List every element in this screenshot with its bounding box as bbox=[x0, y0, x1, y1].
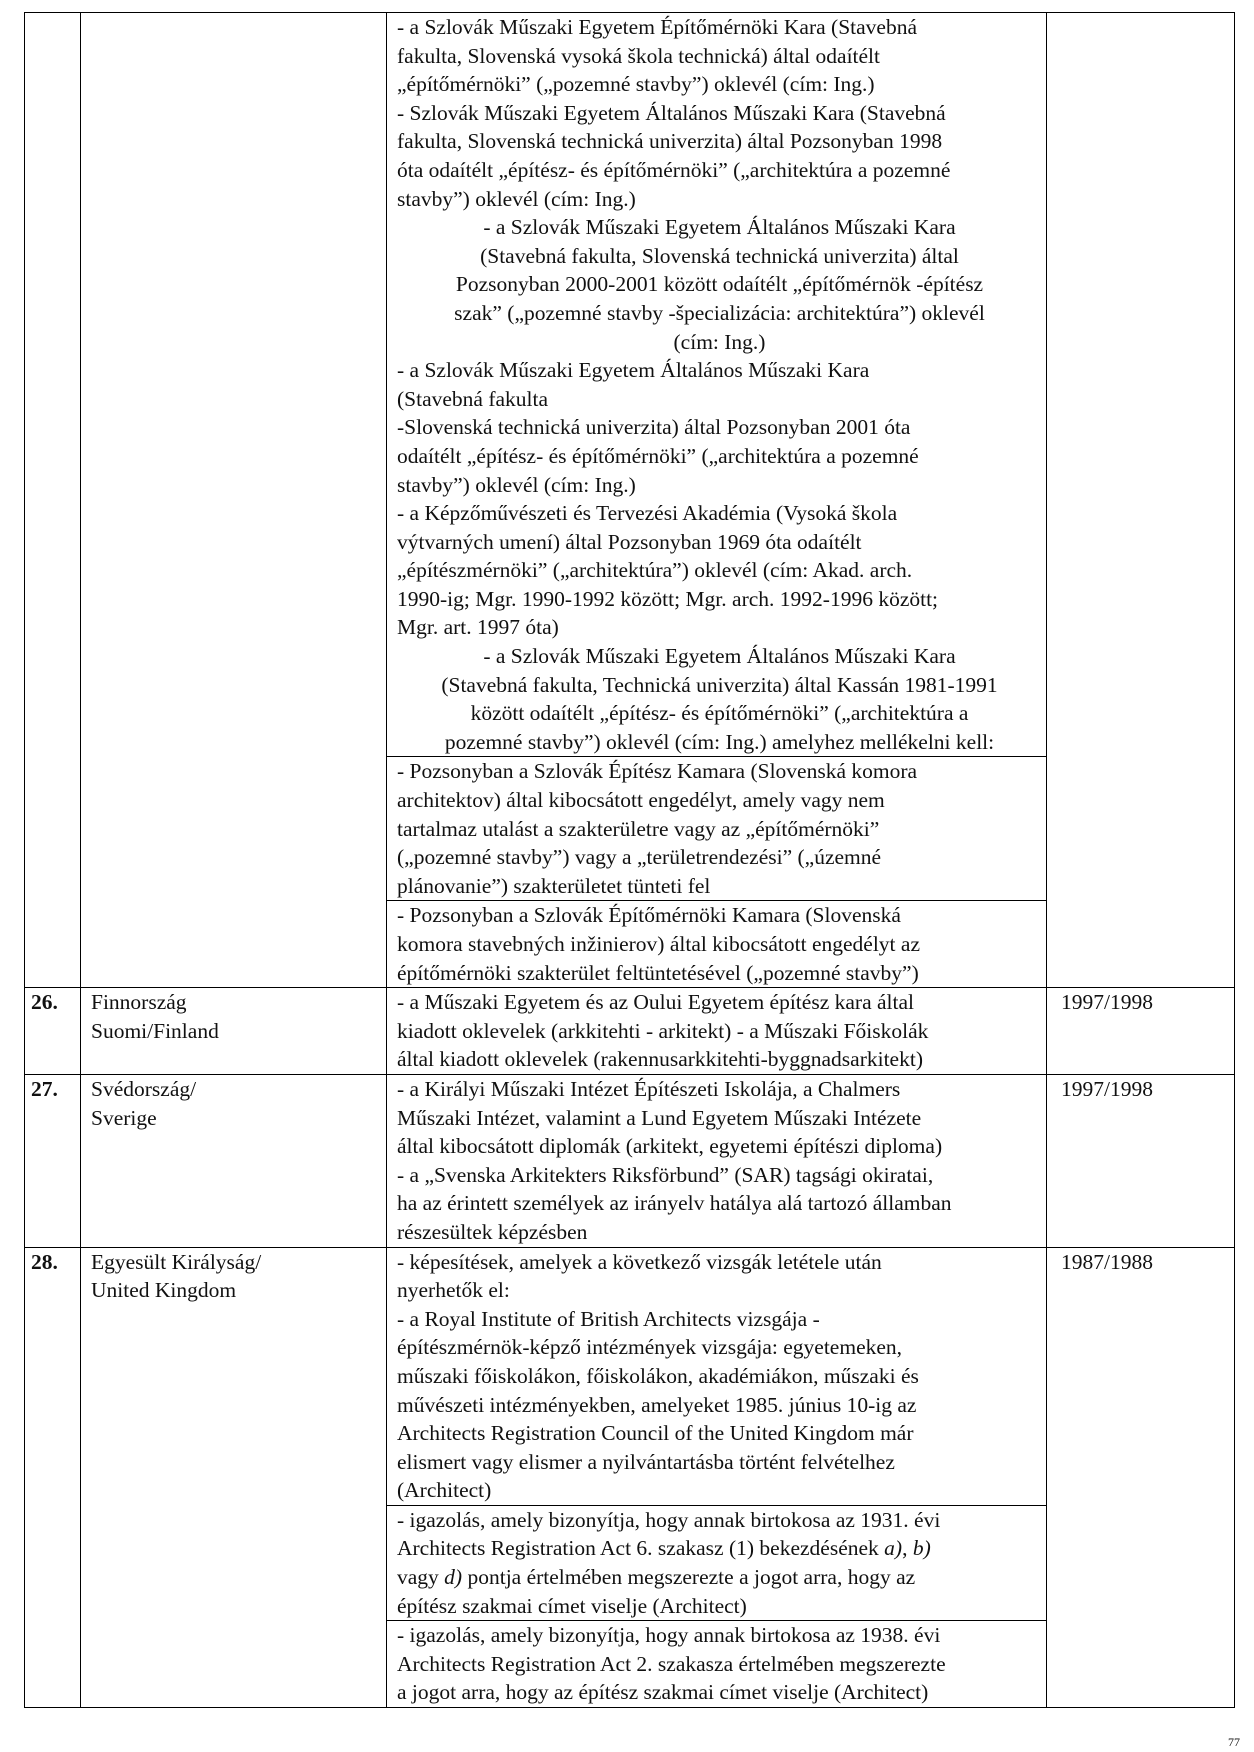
text-line: - Pozsonyban a Szlovák Építész Kamara (Slovenská komora bbox=[397, 759, 918, 784]
text-line: stavby”) oklevél (cím: Ing.) bbox=[397, 186, 636, 211]
text-line: (Architect) bbox=[397, 1478, 492, 1503]
year-cell bbox=[1047, 13, 1235, 988]
text-line: Architects Registration Council of the United Kingdom már bbox=[397, 1421, 914, 1446]
italic-ref: d) bbox=[444, 1565, 463, 1590]
text-line: „építészmérnöki” („architektúra”) oklevél (cím: Akad. arch. bbox=[397, 558, 913, 583]
text-line bbox=[397, 1563, 1042, 1592]
table-row bbox=[25, 1247, 1235, 1505]
country-line: United Kingdom bbox=[91, 1278, 237, 1303]
text-line: odaítélt „építész- és építőmérnöki” („architektúra a pozemné bbox=[397, 443, 919, 468]
text-line: - a Képzőművészeti és Tervezési Akadémia (Vysoká škola bbox=[397, 501, 898, 526]
text-line: - a Királyi Műszaki Intézet Építészeti Iskolája, a Chalmers bbox=[397, 1076, 901, 1101]
text-line: építész szakmai címet viselje (Architect) bbox=[397, 1593, 747, 1618]
row-number: 26. bbox=[25, 988, 81, 1075]
text-line: óta odaítélt „építész- és építőmérnöki” („architektúra a pozemné bbox=[397, 157, 951, 182]
text-line: részesültek képzésben bbox=[397, 1219, 588, 1244]
desc-cell bbox=[387, 1074, 1047, 1247]
year-value: 1987/1988 bbox=[1047, 1247, 1235, 1708]
desc-cell bbox=[387, 901, 1047, 988]
text-part: , bbox=[902, 1536, 913, 1561]
text-line: által kibocsátott diplomák (arkitekt, egyetemi építészi diploma) bbox=[397, 1134, 943, 1159]
text-line: elismert vagy elismer a nyilvántartásba történt felvételhez bbox=[397, 1449, 895, 1474]
country-line: Egyesült Királyság/ bbox=[91, 1249, 262, 1274]
desc-cell bbox=[387, 757, 1047, 901]
text-line: kiadott oklevelek (arkkitehti - arkitekt) - a Műszaki Főiskolák bbox=[397, 1018, 929, 1043]
text-line: „építőmérnöki” („pozemné stavby”) oklevél (cím: Ing.) bbox=[397, 72, 875, 97]
text-line: Pozsonyban 2000-2001 között odaítélt „építőmérnök -építész bbox=[455, 272, 984, 297]
text-line: - képesítések, amelyek a következő vizsgák letétele után bbox=[397, 1249, 882, 1274]
text-line: nyerhetők el: bbox=[397, 1278, 510, 1303]
italic-ref: a) bbox=[884, 1536, 903, 1561]
country-line: Svédország/ bbox=[91, 1076, 197, 1101]
text-line: fakulta, Slovenská vysoká škola technická) által odaítélt bbox=[397, 43, 881, 68]
table-row bbox=[25, 13, 1235, 757]
text-line bbox=[397, 1534, 1042, 1563]
country-cell bbox=[81, 13, 387, 988]
text-line: a jogot arra, hogy az építész szakmai címet viselje (Architect) bbox=[397, 1680, 929, 1705]
text-line: tartalmaz utalást a szakterületre vagy az „építőmérnöki” bbox=[397, 816, 880, 841]
text-line: - a Szlovák Műszaki Egyetem Általános Műszaki Kara bbox=[483, 215, 956, 240]
table-row bbox=[25, 988, 1235, 1075]
text-line: építőmérnöki szakterület feltüntetésével („pozemné stavby”) bbox=[397, 960, 919, 985]
text-line: stavby”) oklevél (cím: Ing.) bbox=[397, 472, 636, 497]
text-line: között odaítélt „építész- és építőmérnöki” („architektúra a bbox=[470, 701, 969, 726]
text-line: - Pozsonyban a Szlovák Építőmérnöki Kamara (Slovenská bbox=[397, 903, 901, 928]
desc-cell bbox=[387, 988, 1047, 1075]
text-line: (Stavebná fakulta bbox=[397, 386, 549, 411]
desc-cell bbox=[387, 13, 1047, 757]
text-line: Architects Registration Act 2. szakasza értelmében megszerezte bbox=[397, 1651, 946, 1676]
text-line: (Stavebná fakulta, Technická univerzita) által Kassán 1981-1991 bbox=[441, 672, 998, 697]
text-line: („pozemné stavby”) vagy a „területrendezési” („územné bbox=[397, 845, 882, 870]
text-line: výtvarných umení) által Pozsonyban 1969 óta odaítélt bbox=[397, 529, 862, 554]
text-line: ha az érintett személyek az irányelv hatálya alá tartozó államban bbox=[397, 1191, 952, 1216]
text-line: fakulta, Slovenská technická univerzita) által Pozsonyban 1998 bbox=[397, 129, 943, 154]
text-line: 1990-ig; Mgr. 1990-1992 között; Mgr. arch. 1992-1996 között; bbox=[397, 586, 939, 611]
text-line: - a Royal Institute of British Architects vizsgája - bbox=[397, 1306, 820, 1331]
num-cell bbox=[25, 13, 81, 988]
desc-cell bbox=[387, 1247, 1047, 1505]
year-value: 1997/1998 bbox=[1047, 1074, 1235, 1247]
country-line: Suomi/Finland bbox=[91, 1018, 219, 1043]
text-line: - a Műszaki Egyetem és az Oului Egyetem építész kara által bbox=[397, 990, 914, 1015]
italic-ref: b) bbox=[912, 1536, 931, 1561]
country-name bbox=[81, 1074, 387, 1247]
country-line: Sverige bbox=[91, 1105, 157, 1130]
text-line: Műszaki Intézet, valamint a Lund Egyetem Műszaki Intézete bbox=[397, 1105, 922, 1130]
text-line: - a Szlovák Műszaki Egyetem Általános Műszaki Kara bbox=[483, 644, 956, 669]
sk-main-text bbox=[397, 13, 1042, 756]
page-number: 77 bbox=[1228, 1735, 1240, 1749]
text-line: művészeti intézményekben, amelyeket 1985. június 10-ig az bbox=[397, 1392, 917, 1417]
text-line: - a Szlovák Műszaki Egyetem Általános Műszaki Kara bbox=[397, 358, 870, 383]
text-line: - igazolás, amely bizonyítja, hogy annak birtokosa az 1931. évi bbox=[397, 1507, 941, 1532]
country-name bbox=[81, 1247, 387, 1708]
desc-cell bbox=[387, 1505, 1047, 1620]
text-line: pozemné stavby”) oklevél (cím: Ing.) amelyhez mellékelni kell: bbox=[444, 729, 995, 754]
text-line: (cím: Ing.) bbox=[673, 329, 766, 354]
text-part: vagy bbox=[397, 1565, 445, 1590]
text-part: pontja értelmében megszerezte a jogot arra, hogy az bbox=[462, 1565, 916, 1590]
text-line: - a „Svenska Arkitekters Riksförbund” (SAR) tagsági okiratai, bbox=[397, 1162, 934, 1187]
country-name bbox=[81, 988, 387, 1075]
text-line: architektov) által kibocsátott engedélyt, amely vagy nem bbox=[397, 788, 885, 813]
text-line: műszaki főiskolákon, főiskolákon, akadémiákon, műszaki és bbox=[397, 1363, 919, 1388]
text-line: (Stavebná fakulta, Slovenská technická univerzita) által bbox=[480, 243, 959, 268]
text-line: - a Szlovák Műszaki Egyetem Építőmérnöki Kara (Stavebná bbox=[397, 15, 918, 39]
year-value: 1997/1998 bbox=[1047, 988, 1235, 1075]
text-line: - Szlovák Műszaki Egyetem Általános Műszaki Kara (Stavebná bbox=[397, 100, 946, 125]
text-line: Mgr. art. 1997 óta) bbox=[397, 615, 559, 640]
text-line: szak” („pozemné stavby -špecializácia: architektúra”) oklevél bbox=[454, 300, 985, 325]
row-number: 27. bbox=[25, 1074, 81, 1247]
text-part: Architects Registration Act 6. szakasz (1) bekezdésének bbox=[397, 1536, 885, 1561]
row-number: 28. bbox=[25, 1247, 81, 1708]
qualifications-table bbox=[24, 12, 1235, 1708]
text-line: komora stavebných inžinierov) által kibocsátott engedélyt az bbox=[397, 932, 920, 956]
text-line: plánovanie”) szakterületet tünteti fel bbox=[397, 873, 711, 898]
text-line: -Slovenská technická univerzita) által Pozsonyban 2001 óta bbox=[397, 415, 911, 440]
text-line: - igazolás, amely bizonyítja, hogy annak birtokosa az 1938. évi bbox=[397, 1623, 941, 1648]
table-row bbox=[25, 1074, 1235, 1247]
text-line: által kiadott oklevelek (rakennusarkkitehti-byggnadsarkitekt) bbox=[397, 1047, 923, 1072]
text-line: építészmérnök-képző intézmények vizsgája: egyetemeken, bbox=[397, 1335, 903, 1360]
desc-cell bbox=[387, 1621, 1047, 1708]
country-line: Finnország bbox=[91, 990, 187, 1015]
